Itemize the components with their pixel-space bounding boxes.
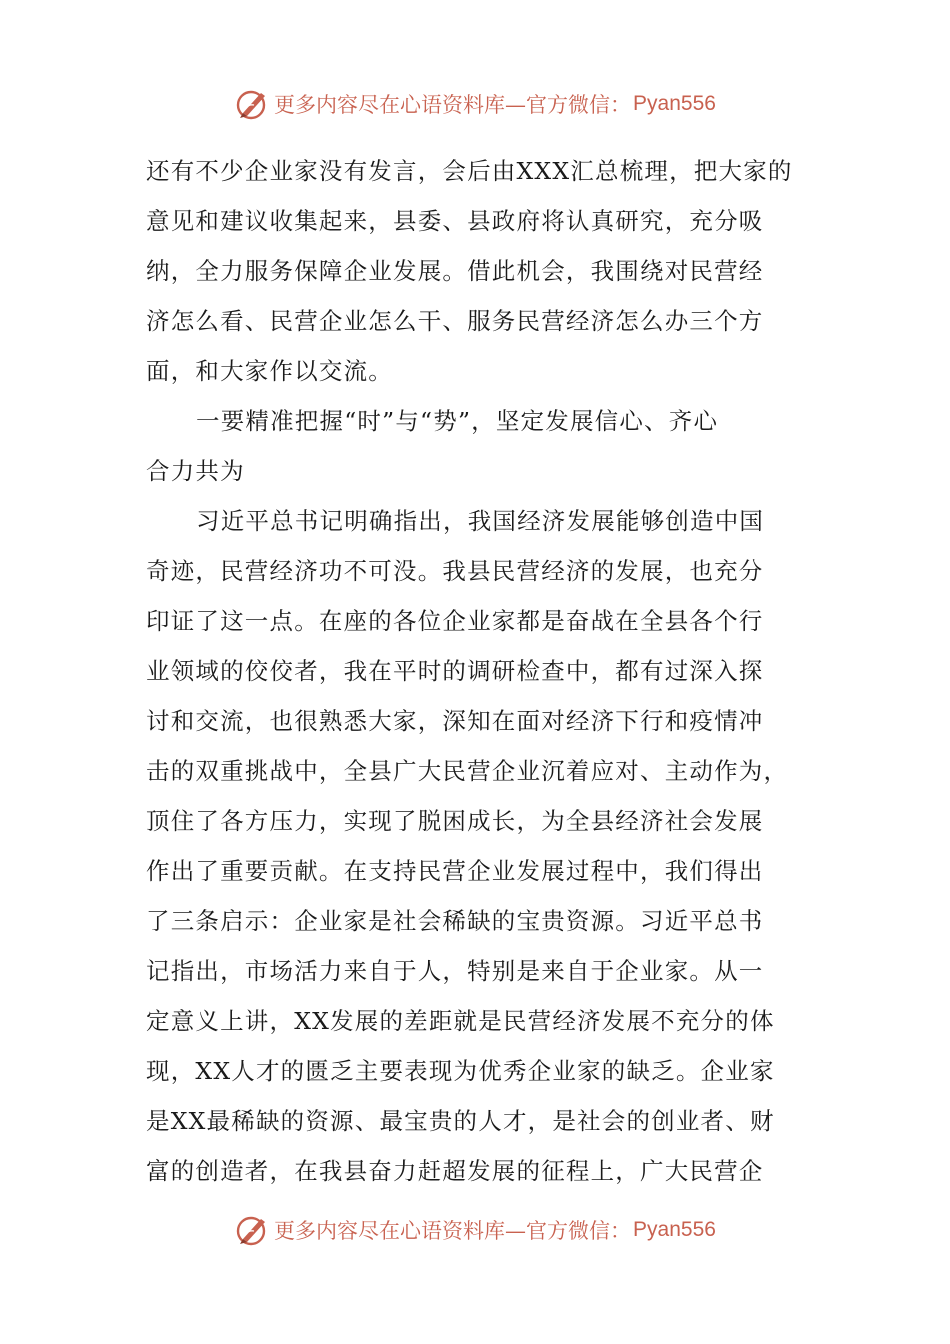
text-line: 讨和交流，也很熟悉大家，深知在面对经济下行和疫情冲 xyxy=(146,707,764,735)
text-line: 济怎么看、民营企业怎么干、服务民营经济怎么办三个方 xyxy=(146,307,764,335)
text-line: 印证了这一点。在座的各位企业家都是奋战在全县各个行 xyxy=(146,607,764,635)
watermark-text: 更多内容尽在心语资料库—官方微信： xyxy=(274,93,632,117)
text-line: 业领域的佼佼者，我在平时的调研检查中，都有过深入探 xyxy=(146,657,764,685)
watermark-wechat-id: Pyan556 xyxy=(633,1218,716,1241)
text-line: 合力共为 xyxy=(146,457,245,485)
text-line: 定意义上讲，XX发展的差距就是民营经济发展不充分的体 xyxy=(146,1007,775,1035)
footer-watermark xyxy=(0,1210,950,1250)
watermark-text: 更多内容尽在心语资料库—官方微信： xyxy=(274,1219,632,1243)
text-line: 还有不少企业家没有发言，会后由XXX汇总梳理，把大家的 xyxy=(146,157,793,185)
text-line: 了三条启示：企业家是社会稀缺的宝贵资源。习近平总书 xyxy=(146,907,764,935)
text-line: 纳，全力服务保障企业发展。借此机会，我围绕对民营经 xyxy=(146,257,764,285)
text-line: 现，XX人才的匮乏主要表现为优秀企业家的缺乏。企业家 xyxy=(146,1057,775,1085)
pen-logo-icon xyxy=(234,1212,270,1248)
text-line: 击的双重挑战中，全县广大民营企业沉着应对、主动作为， xyxy=(146,757,789,785)
text-line: 顶住了各方压力，实现了脱困成长，为全县经济社会发展 xyxy=(146,807,764,835)
text-line: 意见和建议收集起来，县委、县政府将认真研究，充分吸 xyxy=(146,207,764,235)
text-line: 奇迹，民营经济功不可没。我县民营经济的发展，也充分 xyxy=(146,557,764,585)
text-line: 富的创造者，在我县奋力赶超发展的征程上，广大民营企 xyxy=(146,1157,764,1185)
text-line: 作出了重要贡献。在支持民营企业发展过程中，我们得出 xyxy=(146,857,764,885)
pen-logo-icon xyxy=(234,86,270,122)
text-line: 记指出，市场活力来自于人，特别是来自于企业家。从一 xyxy=(146,957,764,985)
text-line: 面，和大家作以交流。 xyxy=(146,357,393,385)
watermark-wechat-id: Pyan556 xyxy=(633,92,716,115)
text-line: 是XX最稀缺的资源、最宝贵的人才，是社会的创业者、财 xyxy=(146,1107,775,1135)
text-line: 习近平总书记明确指出，我国经济发展能够创造中国 xyxy=(196,507,765,535)
text-line: 一要精准把握“时”与“势”，坚定发展信心、齐心 xyxy=(196,407,719,435)
document-body xyxy=(146,146,810,1196)
header-watermark xyxy=(0,84,950,124)
